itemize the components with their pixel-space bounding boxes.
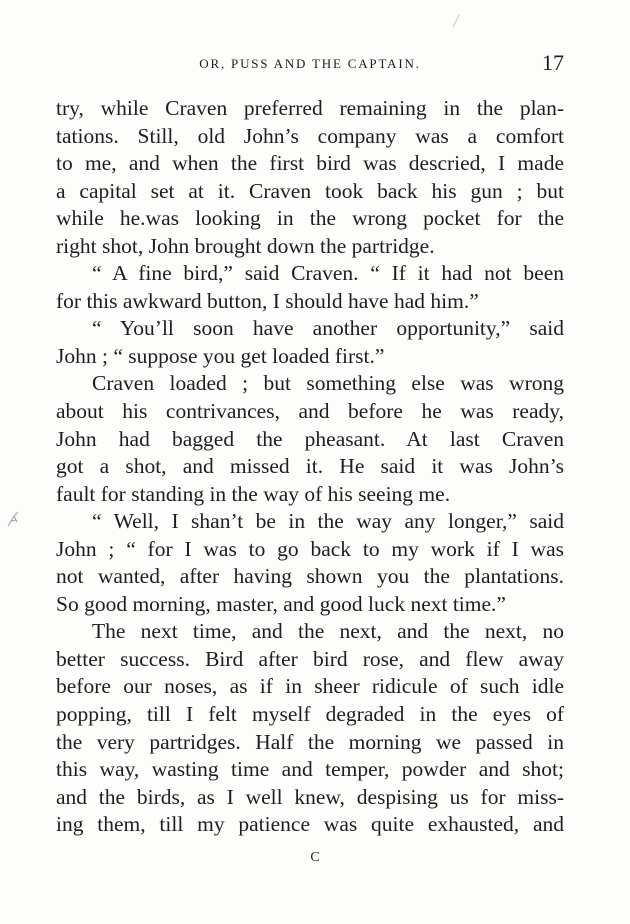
text-line: not wanted, after having shown you the plantations. (56, 564, 564, 589)
text-line: a capital set at it. Craven took back his gun ; but (56, 178, 564, 203)
text-line: fault for standing in the way of his seeing me. (56, 481, 451, 506)
text-line: Craven loaded ; but something else was wrong (92, 371, 564, 396)
text-line: John ; “ for I was to go back to my work if I was (56, 536, 564, 561)
text-line: try, while Craven preferred remaining in the plan- (56, 96, 564, 120)
pencil-tick-icon (452, 14, 460, 28)
text-line: ing them, till my patience was quite exhausted, and (56, 812, 564, 837)
text-line: before our noses, as if in sheer ridicule of such idle (56, 674, 564, 699)
text-line: this way, wasting time and temper, powder and shot; (56, 757, 564, 782)
text-line: The next time, and the next, and the next, no (92, 619, 564, 644)
text-line: right shot, John brought down the partridge. (56, 233, 435, 258)
text-line: “ A fine bird,” said Craven. “ If it had not been (92, 261, 564, 286)
page-number: 17 (542, 50, 564, 75)
text-line: the very partridges. Half the morning we passed in (56, 729, 564, 754)
body-text (56, 95, 564, 839)
text-line: “ Well, I shan’t be in the way any longer,” said (92, 509, 564, 534)
text-line: got a shot, and missed it. He said it was John’s (56, 454, 564, 479)
signature-mark: C (310, 850, 320, 865)
text-line: “ You’ll soon have another opportunity,” said (92, 316, 564, 341)
pencil-mark-icon (6, 510, 20, 528)
text-line: tations. Still, old John’s company was a comfort (56, 123, 564, 148)
text-line: to me, and when the first bird was descried, I made (56, 151, 564, 176)
text-line: popping, till I felt myself degraded in the eyes of (56, 702, 564, 727)
running-title: OR, PUSS AND THE CAPTAIN. (199, 56, 421, 71)
text-line: and the birds, as I well knew, despising us for miss- (56, 784, 564, 809)
text-line: for this awkward button, I should have had him.” (56, 288, 479, 313)
text-line: John had bagged the pheasant. At last Craven (56, 426, 564, 451)
running-head (56, 52, 564, 76)
text-line: better success. Bird after bird rose, and flew away (56, 646, 564, 671)
text-line: So good morning, master, and good luck next time.” (56, 591, 506, 616)
text-line: about his contrivances, and before he was ready, (56, 399, 564, 424)
text-line: John ; “ suppose you get loaded first.” (56, 343, 385, 368)
text-line: while he.was looking in the wrong pocket for the (56, 206, 564, 231)
